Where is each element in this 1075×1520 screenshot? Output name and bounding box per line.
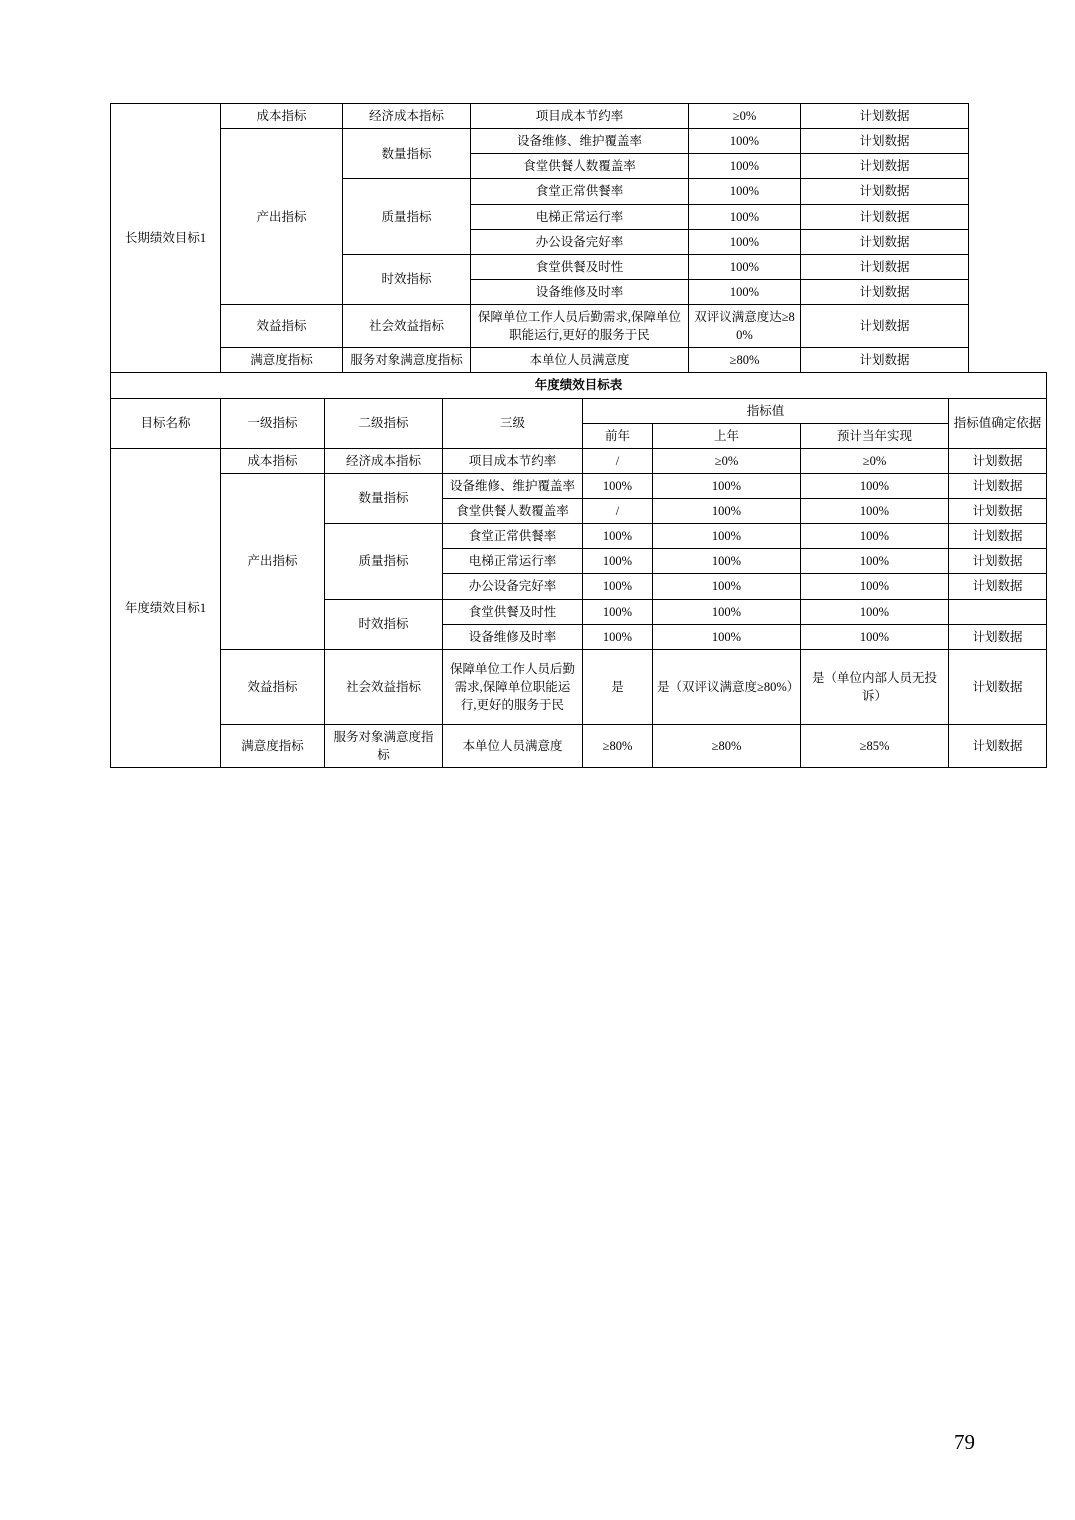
level1-indicator: 效益指标 (221, 305, 343, 348)
indicator-source: 计划数据 (949, 649, 1047, 724)
value-year-before-last: / (583, 499, 653, 524)
value-last-year: 100% (653, 524, 801, 549)
annual-performance-table (110, 372, 1047, 768)
table-row (111, 104, 969, 129)
indicator-source: 计划数据 (801, 305, 969, 348)
level1-indicator: 满意度指标 (221, 348, 343, 373)
header-indicator-value-group: 指标值 (583, 398, 949, 423)
indicator-source: 计划数据 (949, 499, 1047, 524)
value-year-before-last: ≥80% (583, 724, 653, 767)
page-number: 79 (954, 1430, 975, 1454)
indicator-source: 计划数据 (801, 229, 969, 254)
level2-indicator: 经济成本指标 (325, 448, 443, 473)
level2-indicator: 数量指标 (325, 473, 443, 523)
level3-indicator: 保障单位工作人员后勤需求,保障单位职能运行,更好的服务于民 (471, 305, 689, 348)
indicator-source: 计划数据 (801, 179, 969, 204)
level1-indicator: 成本指标 (221, 448, 325, 473)
value-year-before-last: 100% (583, 473, 653, 498)
header-level1: 一级指标 (221, 398, 325, 448)
level1-indicator: 效益指标 (221, 649, 325, 724)
indicator-value: 100% (689, 279, 801, 304)
table-row (111, 348, 969, 373)
indicator-source: 计划数据 (949, 574, 1047, 599)
level2-indicator: 服务对象满意度指标 (325, 724, 443, 767)
table-row (111, 724, 1047, 767)
indicator-value: 100% (689, 204, 801, 229)
indicator-source: 计划数据 (949, 724, 1047, 767)
indicator-value: ≥80% (689, 348, 801, 373)
indicator-source: 计划数据 (801, 204, 969, 229)
level2-indicator: 质量指标 (325, 524, 443, 599)
level2-indicator: 经济成本指标 (343, 104, 471, 129)
value-year-before-last: 100% (583, 524, 653, 549)
value-expected-current: 100% (801, 473, 949, 498)
value-last-year: 100% (653, 549, 801, 574)
value-year-before-last: 100% (583, 599, 653, 624)
indicator-source (949, 599, 1047, 624)
indicator-source: 计划数据 (801, 104, 969, 129)
indicator-value: 100% (689, 129, 801, 154)
value-expected-current: 100% (801, 599, 949, 624)
table-row (111, 305, 969, 348)
value-expected-current: 是（单位内部人员无投诉） (801, 649, 949, 724)
value-year-before-last: 100% (583, 624, 653, 649)
annual-table-title-row (111, 373, 1047, 398)
level2-indicator: 社会效益指标 (325, 649, 443, 724)
indicator-value: 100% (689, 254, 801, 279)
level3-indicator: 项目成本节约率 (443, 448, 583, 473)
long-term-performance-table (110, 103, 969, 373)
level3-indicator: 食堂供餐人数覆盖率 (443, 499, 583, 524)
value-last-year: 100% (653, 473, 801, 498)
level1-indicator: 产出指标 (221, 473, 325, 649)
value-last-year: 100% (653, 499, 801, 524)
long-term-goal-name: 长期绩效目标1 (111, 104, 221, 373)
table-row (111, 473, 1047, 498)
level3-indicator: 设备维修及时率 (443, 624, 583, 649)
table-row (111, 129, 969, 154)
value-expected-current: 100% (801, 499, 949, 524)
indicator-source: 计划数据 (949, 473, 1047, 498)
level2-indicator: 社会效益指标 (343, 305, 471, 348)
performance-target-sheet (110, 103, 1042, 768)
indicator-source: 计划数据 (949, 549, 1047, 574)
level3-indicator: 办公设备完好率 (443, 574, 583, 599)
indicator-source: 计划数据 (949, 524, 1047, 549)
header-level3: 三级 (443, 398, 583, 448)
value-year-before-last: 是 (583, 649, 653, 724)
value-last-year: ≥80% (653, 724, 801, 767)
indicator-value: 100% (689, 179, 801, 204)
level2-indicator: 质量指标 (343, 179, 471, 254)
table-row (111, 448, 1047, 473)
level3-indicator: 本单位人员满意度 (443, 724, 583, 767)
level3-indicator: 办公设备完好率 (471, 229, 689, 254)
level1-indicator: 满意度指标 (221, 724, 325, 767)
level3-indicator: 本单位人员满意度 (471, 348, 689, 373)
indicator-source: 计划数据 (801, 279, 969, 304)
indicator-value: 100% (689, 229, 801, 254)
level3-indicator: 食堂正常供餐率 (443, 524, 583, 549)
value-expected-current: 100% (801, 524, 949, 549)
indicator-source: 计划数据 (801, 348, 969, 373)
header-year-before-last: 前年 (583, 423, 653, 448)
level3-indicator: 食堂供餐及时性 (471, 254, 689, 279)
annual-goal-name: 年度绩效目标1 (111, 448, 221, 767)
annual-header-row (111, 398, 1047, 423)
level3-indicator: 设备维修及时率 (471, 279, 689, 304)
value-expected-current: ≥85% (801, 724, 949, 767)
value-year-before-last: 100% (583, 574, 653, 599)
level3-indicator: 食堂供餐及时性 (443, 599, 583, 624)
level3-indicator: 电梯正常运行率 (471, 204, 689, 229)
header-goal-name: 目标名称 (111, 398, 221, 448)
level1-indicator: 成本指标 (221, 104, 343, 129)
annual-table-title: 年度绩效目标表 (111, 373, 1047, 398)
header-level2: 二级指标 (325, 398, 443, 448)
value-expected-current: 100% (801, 624, 949, 649)
value-year-before-last: / (583, 448, 653, 473)
value-last-year: 100% (653, 574, 801, 599)
indicator-source: 计划数据 (949, 448, 1047, 473)
table-row (111, 649, 1047, 724)
value-expected-current: 100% (801, 574, 949, 599)
indicator-value: 双评议满意度达≥80% (689, 305, 801, 348)
value-last-year: 是（双评议满意度≥80%） (653, 649, 801, 724)
level3-indicator: 项目成本节约率 (471, 104, 689, 129)
level2-indicator: 服务对象满意度指标 (343, 348, 471, 373)
indicator-source: 计划数据 (949, 624, 1047, 649)
level1-indicator: 产出指标 (221, 129, 343, 305)
header-last-year: 上年 (653, 423, 801, 448)
header-expected-current: 预计当年实现 (801, 423, 949, 448)
value-year-before-last: 100% (583, 549, 653, 574)
level3-indicator: 食堂正常供餐率 (471, 179, 689, 204)
level3-indicator: 设备维修、维护覆盖率 (471, 129, 689, 154)
level3-indicator: 保障单位工作人员后勤需求,保障单位职能运行,更好的服务于民 (443, 649, 583, 724)
indicator-value: 100% (689, 154, 801, 179)
value-last-year: 100% (653, 599, 801, 624)
value-expected-current: 100% (801, 549, 949, 574)
indicator-source: 计划数据 (801, 154, 969, 179)
indicator-value: ≥0% (689, 104, 801, 129)
value-expected-current: ≥0% (801, 448, 949, 473)
level3-indicator: 食堂供餐人数覆盖率 (471, 154, 689, 179)
level2-indicator: 时效指标 (343, 254, 471, 304)
level2-indicator: 时效指标 (325, 599, 443, 649)
level3-indicator: 电梯正常运行率 (443, 549, 583, 574)
value-last-year: ≥0% (653, 448, 801, 473)
value-last-year: 100% (653, 624, 801, 649)
indicator-source: 计划数据 (801, 254, 969, 279)
indicator-source: 计划数据 (801, 129, 969, 154)
level2-indicator: 数量指标 (343, 129, 471, 179)
header-indicator-source: 指标值确定依据 (949, 398, 1047, 448)
level3-indicator: 设备维修、维护覆盖率 (443, 473, 583, 498)
